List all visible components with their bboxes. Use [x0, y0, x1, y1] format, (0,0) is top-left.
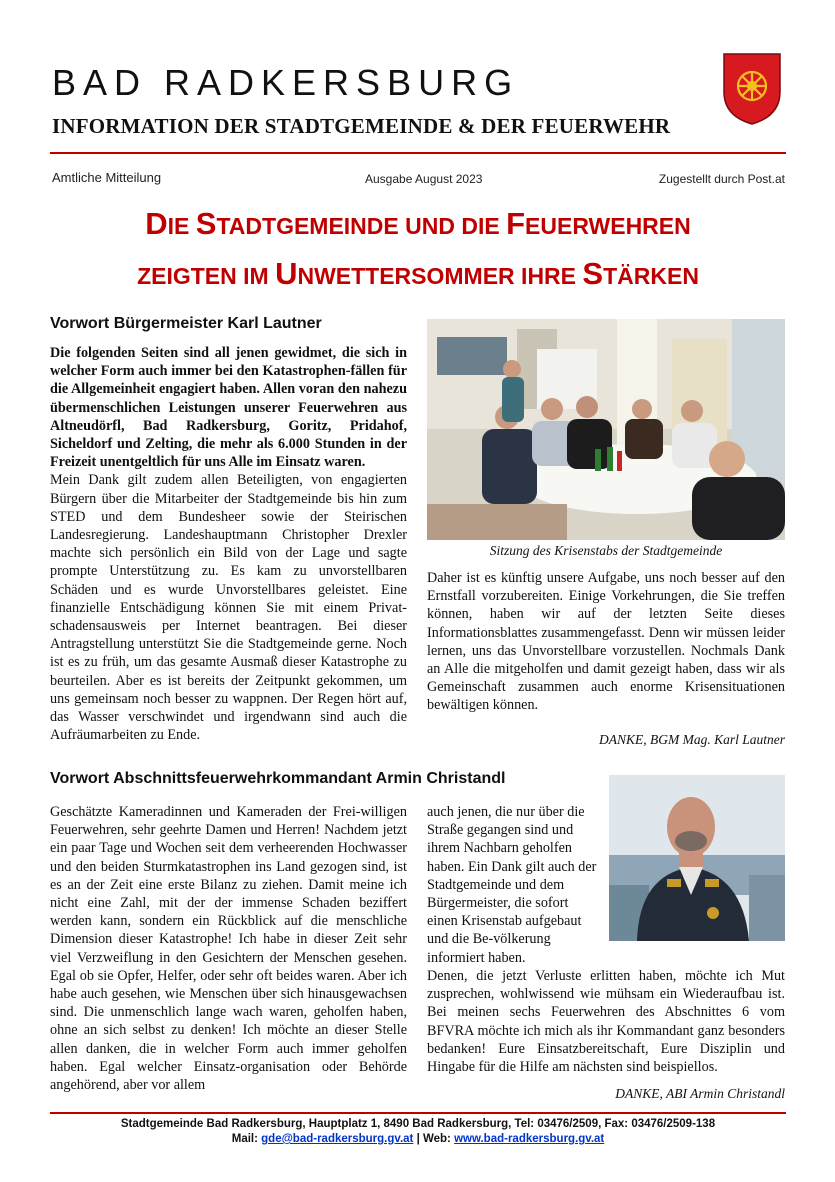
masthead-subtitle: INFORMATION DER STADTGEMEINDE & DER FEUERWEHR: [52, 114, 671, 138]
headline-text: IE: [167, 213, 196, 239]
crisis-meeting-photo: [427, 319, 785, 540]
main-headline: [50, 202, 786, 302]
footer-address: Stadtgemeinde Bad Radkersburg, Hauptplatz 1, 8490 Bad Radkersburg, Tel: 03476/2509, Fax: 03476/2509-138: [120, 1118, 716, 1130]
headline-capital: S: [582, 256, 604, 291]
footer-divider: [50, 1112, 786, 1114]
city-crest-icon: [722, 52, 782, 126]
section1-signature: DANKE, BGM Mag. Karl Lautner: [598, 732, 785, 747]
headline-line-2: [50, 252, 786, 302]
footer-web-link[interactable]: www.bad-radkersburg.gv.at: [454, 1133, 605, 1145]
headline-line-1: [50, 202, 786, 252]
footer-mail-label: Mail:: [231, 1133, 262, 1145]
section1-left-column: [50, 344, 407, 744]
section2-signature: DANKE, ABI Armin Christandl: [615, 1086, 785, 1101]
section1-right-column: [427, 569, 785, 715]
section1-right-body: Daher ist es künftig unsere Aufgabe, uns noch besser auf den Ernstfall vorzubereiten. Einige Vorkehrungen, die Sie treffen können, haben wir auf der letzten Seite dieses Informationsblattes zusammengefasst. Denn wir müssen leider lernen, uns das Unvorstellbare vorzustellen. Nochmals Dank an Alle die mitgeholfen und damit gezeigt haben, dass wir als Gemeinschaft zusammen auch enorme Krisensituationen bewältigen können.: [427, 570, 785, 714]
footer-contact: [50, 1132, 786, 1147]
headline-capital: S: [195, 206, 217, 241]
headline-capital: F: [506, 206, 526, 241]
headline-capital: U: [275, 256, 298, 291]
section2-right-bottom-body: Denen, die jetzt Verluste erlitten haben, möchte ich Mut zusprechen, wohlwissend wie mühsam ein Wiederaufbau ist. Bei meinen sechs Feuerwehren des Abschnittes 6 vom BFVRA möchte ich mich als ihr Kommandant ganz besonders bedanken! Eure Einsatzbereitschaft, Eure Disziplin und Hingabe für die Hilfe am nächsten sind beispiellos.: [427, 968, 785, 1076]
footer-mail-link[interactable]: gde@bad-radkersburg.gv.at: [261, 1133, 414, 1145]
section2-right-bottom-column: [427, 967, 785, 1076]
section2-left-body: Geschätzte Kameradinnen und Kameraden der Frei-willigen Feuerwehren, sehr geehrte Damen und Herren! Nachdem jetzt ein paar Tage und Wochen seit dem verheerenden Hochwasser und den beiden Sturmkatastrophen ins Land gezogen sind, ist es an der Zeit eine erste Bilanz zu ziehen. Damit meine ich nicht eine Zahl, mit der der immense Schaden beziffert werden kann, sondern ein Rückblick auf die menschliche Dimension dieser Katastrophe! Ich habe in dieser Zeit sehr viel Verzweiflung in den Gesichtern der Menschen gesehen. Egal ob sie Opfer, Helfer, oder sehr oft beides waren. Aber ich habe auch gesehen, wie Menschen über sich hinausgewachsen sind. Die unmenschlich lange wach waren, geholfen haben, ohne an sich selbst zu denken! Ich möchte an dieser Stelle allen danken, die in welcher Form auch immer geholfen haben. Egal welcher Einsatz-organisation oder Behörde angehörend, aber vor allem: [50, 804, 407, 1094]
headline-text: TÄRKEN: [603, 263, 699, 289]
crisis-meeting-caption: Sitzung des Krisenstabs der Stadtgemeinde: [489, 543, 723, 558]
section1-intro: Die folgenden Seiten sind all jenen gewidmet, die sich in welcher Form auch immer bei den Katastrophen-fällen für die Allgemeinheit engagiert haben. Allen voran den nahezu übermenschlichen Leistungen unserer Feuerwehren aus Altneudörfl, Bad Radkersburg, Goritz, Pridahof, Sicheldorf und Zelting, die mehr als 6.000 Stunden in der Freizeit unentgeltlich für uns Alle im Einsatz waren.: [50, 345, 407, 471]
section1-heading: Vorwort Bürgermeister Karl Lautner: [50, 315, 322, 332]
meta-official: Amtliche Mitteilung: [52, 170, 162, 185]
headline-text: EUERWEHREN: [525, 213, 691, 239]
header-divider: [50, 152, 786, 154]
footer: [50, 1117, 786, 1147]
masthead-title: BAD RADKERSBURG: [52, 62, 520, 103]
meta-issue: Ausgabe August 2023: [365, 172, 483, 186]
section1-body: Mein Dank gilt zudem allen Beteiligten, von engagierten Bürgern über die Mitarbeiter der Stadtgemeinde bis hin zum STED und dem Bundesheer sowie der Steirischen Landesregierung. Landeshauptmann Christopher Drexler machte sich persönlich ein Bild von der Lage und sagte prompte Unterstützung zu. Es kam zu unvorstellbaren Schäden und es wurde Unvorstellbares geleistet. Eine finanzielle Entschädigung können Sie mit einem Privat-schadensausweis per Internet beantragen. Bei dieser Antragstellung unterstützt Sie die Stadtgemeinde gerne. Noch ist es zu früh, um das gesamte Ausmaß dieser Katastrophe zu beurteilen. Aber es ist bereits der Zeitpunkt gekommen, um uns gemeinsam noch besser zu wappnen. Der Regen hört auf, das Wasser verschwindet und irgendwann sind auch die Aufräumarbeiten zu Ende.: [50, 472, 407, 744]
section2-heading: Vorwort Abschnittsfeuerwehrkommandant Armin Christandl: [50, 770, 506, 787]
headline-capital: D: [145, 206, 168, 241]
commander-portrait-photo: [609, 775, 785, 941]
headline-text: TADTGEMEINDE UND DIE: [216, 213, 507, 239]
headline-text: NWETTERSOMMER IHRE: [297, 263, 583, 289]
footer-web-label: | Web:: [413, 1133, 455, 1145]
section2-left-column: [50, 803, 407, 1094]
section2-right-top-body: auch jenen, die nur über die Straße gegangen sind und ihrem Nachbarn geholfen haben. Ein Dank gilt auch der Stadtgemeinde und dem Bürgermeister, die sofort einen Krisenstab aufgebaut und die Be-völkerung informiert haben.: [427, 804, 597, 966]
headline-text: ZEIGTEN IM: [137, 263, 276, 289]
meta-delivery: Zugestellt durch Post.at: [658, 172, 785, 186]
section2-right-top-column: [427, 803, 597, 967]
